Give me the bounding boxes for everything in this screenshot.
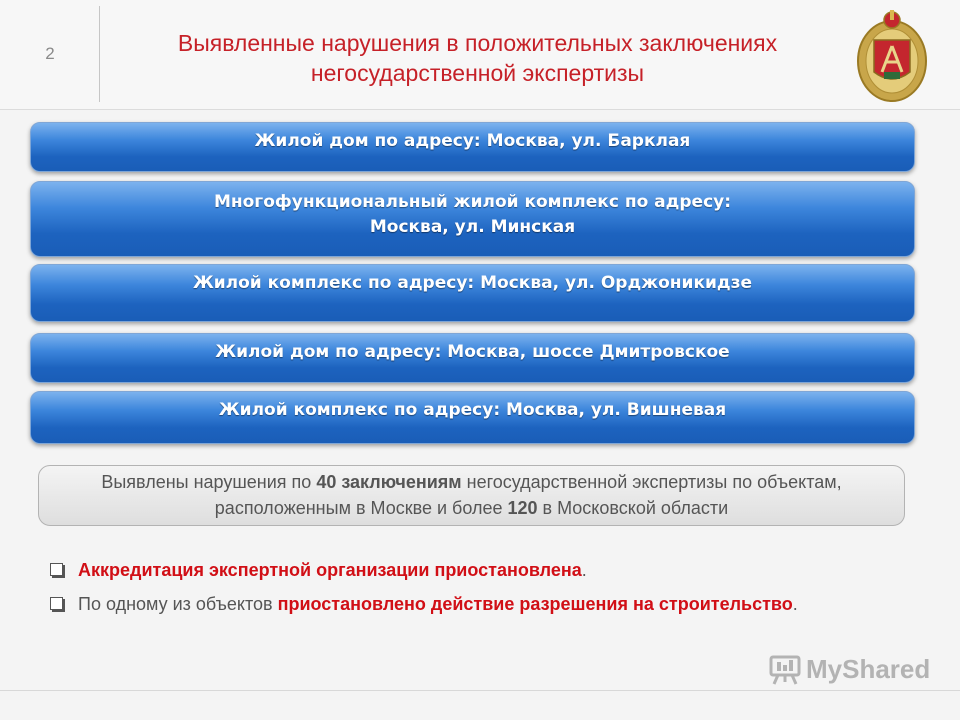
bullet-tail: . [581,560,587,580]
emblem-logo [856,6,928,104]
slide-title-line-1: Выявленные нарушения в положительных заключениях [177,30,778,56]
myshared-logo [768,654,930,685]
checkbox-bullet-icon [50,597,63,610]
bullet-prefix: По одному из объектов [78,594,278,614]
summary-text: негосударственной экспертизы по объектам, расположенным в Москве и более [214,472,842,518]
bullet-highlight: приостановлено действие разрешения на строительство [277,594,793,614]
slide-number: 2 [45,44,55,63]
header-divider [99,6,100,102]
summary-count-conclusions: 40 заключениям [316,472,462,492]
object-line: Многофункциональный жилой комплекс по адресу: [213,192,732,212]
object-line: Жилой комплекс по адресу: Москва, ул. Вишневая [218,400,727,420]
logo-text: MyShared [806,654,931,684]
summary-text: в Московской области [537,498,729,518]
conclusions-list [48,557,903,617]
object-item-vishnevaya [30,391,915,444]
presentation-board-icon [768,655,802,685]
object-line: Жилой комплекс по адресу: Москва, ул. Орджоникидзе [192,273,753,293]
footer-divider [0,690,960,691]
object-item-dmitrovskoe [30,333,915,383]
object-line: Жилой дом по адресу: Москва, ул. Барклая [254,131,691,151]
slide-header [0,0,960,110]
slide-title-line-2: негосударственной экспертизы [310,60,645,86]
bullet-item [48,591,903,617]
checkbox-bullet-icon [50,563,63,576]
bullet-tail: . [792,594,798,614]
object-item-minskaya [30,181,915,257]
bullet-highlight: Аккредитация экспертной организации приостановлена [78,560,582,580]
summary-count-region: 120 [507,498,538,518]
object-item-ordzhonikidze [30,264,915,322]
summary-text: Выявлены нарушения по [101,472,317,492]
bullet-item [48,557,903,583]
summary-box [38,465,905,526]
object-line: Москва, ул. Минская [369,217,576,237]
object-item-barclay [30,122,915,172]
slide-title [105,28,850,88]
object-line: Жилой дом по адресу: Москва, шоссе Дмитровское [215,342,730,362]
